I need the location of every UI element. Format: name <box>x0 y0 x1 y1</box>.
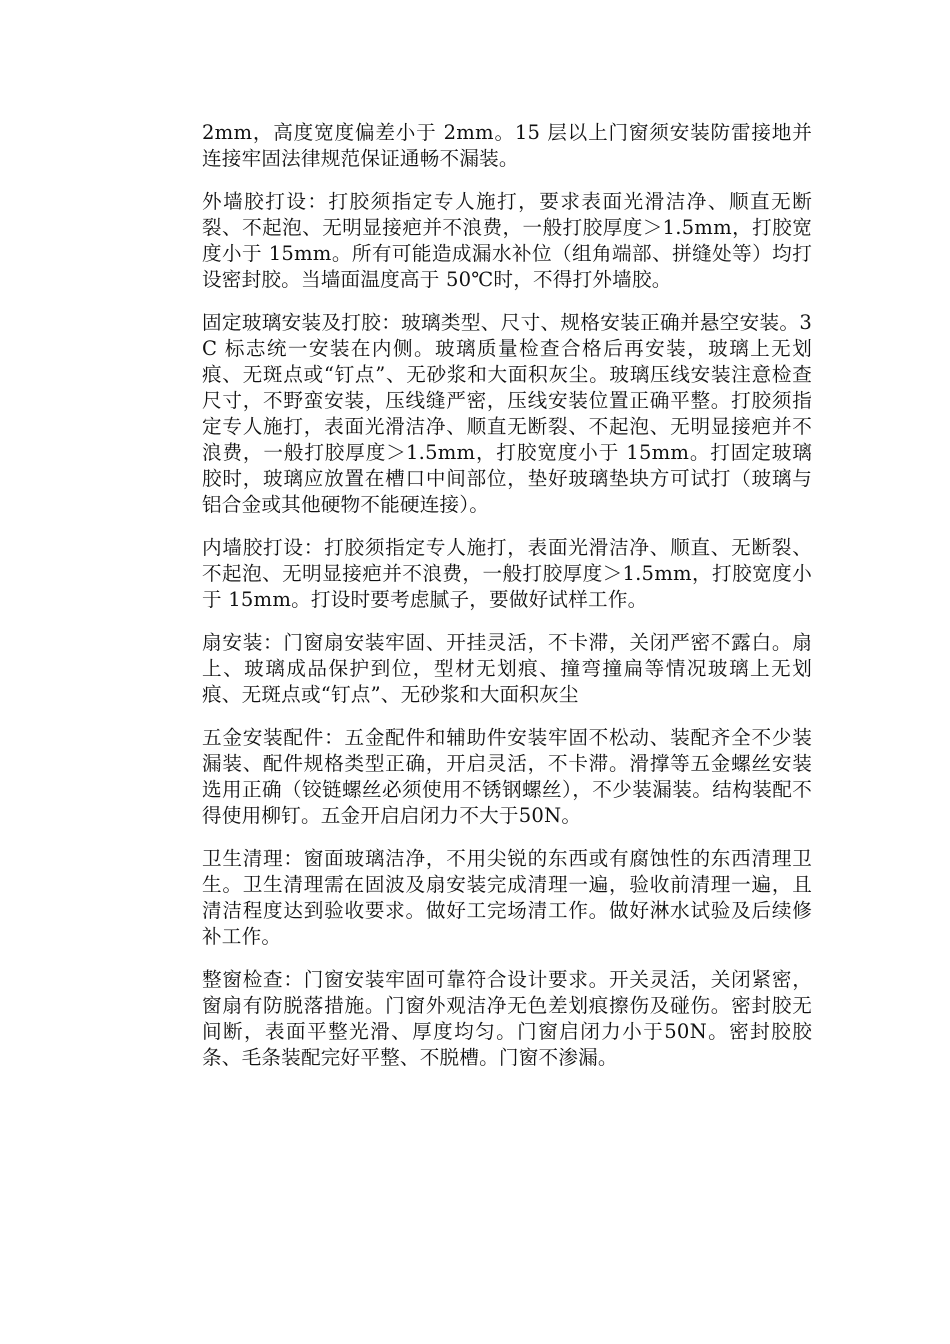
paragraph-hardware-fittings: 五金安装配件：五金配件和辅助件安装牢固不松动、装配齐全不少装漏装、配件规格类型正确，开启灵活，不卡滞。滑撑等五金螺丝安装选用正确（铰链螺丝必须使用不锈钢螺丝），不少装漏装。结构装配不得使用柳钉。五金开启启闭力不大于50N。 <box>202 726 812 827</box>
document-body <box>202 120 812 1088</box>
paragraph-interior-sealant: 内墙胶打设：打胶须指定专人施打，表面光滑洁净、顺直、无断裂、不起泡、无明显接疤并不浪费，一般打胶厚度＞1.5mm，打胶宽度小于 15mm。打设时要考虑腻子，要做好试样工作。 <box>202 536 812 611</box>
paragraph-window-inspection: 整窗检查：门窗安装牢固可靠符合设计要求。开关灵活，关闭紧密，窗扇有防脱落措施。门窗外观洁净无色差划痕擦伤及碰伤。密封胶无间断，表面平整光滑、厚度均匀。门窗启闭力小于50N。密封胶胶条、毛条装配完好平整、不脱槽。门窗不渗漏。 <box>202 968 812 1069</box>
paragraph-cleaning: 卫生清理：窗面玻璃洁净，不用尖锐的东西或有腐蚀性的东西清理卫生。卫生清理需在固波及扇安装完成清理一遍，验收前清理一遍，且清洁程度达到验收要求。做好工完场清工作。做好淋水试验及后续修补工作。 <box>202 847 812 948</box>
paragraph-fixed-glass: 固定玻璃安装及打胶：玻璃类型、尺寸、规格安装正确并悬空安装。3C 标志统一安装在内侧。玻璃质量检查合格后再安装，玻璃上无划痕、无斑点或“钉点”、无砂浆和大面积灰尘。玻璃压线安装注意检查尺寸，不野蛮安装，压线缝严密，压线安装位置正确平整。打胶须指定专人施打，表面光滑洁净、顺直无断裂、不起泡、无明显接疤并不浪费，一般打胶厚度＞1.5mm，打胶宽度小于 15mm。打固定玻璃胶时，玻璃应放置在槽口中间部位，垫好玻璃垫块方可试打（玻璃与铝合金或其他硬物不能硬连接）。 <box>202 311 812 516</box>
paragraph-lightning-protection: 2mm，高度宽度偏差小于 2mm。15 层以上门窗须安装防雷接地并连接牢固法律规范保证通畅不漏装。 <box>202 121 812 170</box>
paragraph-exterior-sealant: 外墙胶打设：打胶须指定专人施打，要求表面光滑洁净、顺直无断裂、不起泡、无明显接疤并不浪费，一般打胶厚度＞1.5mm，打胶宽度小于 15mm。所有可能造成漏水补位（组角端部、拼缝处等）均打设密封胶。当墙面温度高于 50℃时，不得打外墙胶。 <box>202 190 812 291</box>
paragraph-sash-installation: 扇安装：门窗扇安装牢固、开挂灵活，不卡滞，关闭严密不露白。扇上、玻璃成品保护到位，型材无划痕、撞弯撞扁等情况玻璃上无划痕、无斑点或“钉点”、无砂浆和大面积灰尘 <box>202 631 812 706</box>
